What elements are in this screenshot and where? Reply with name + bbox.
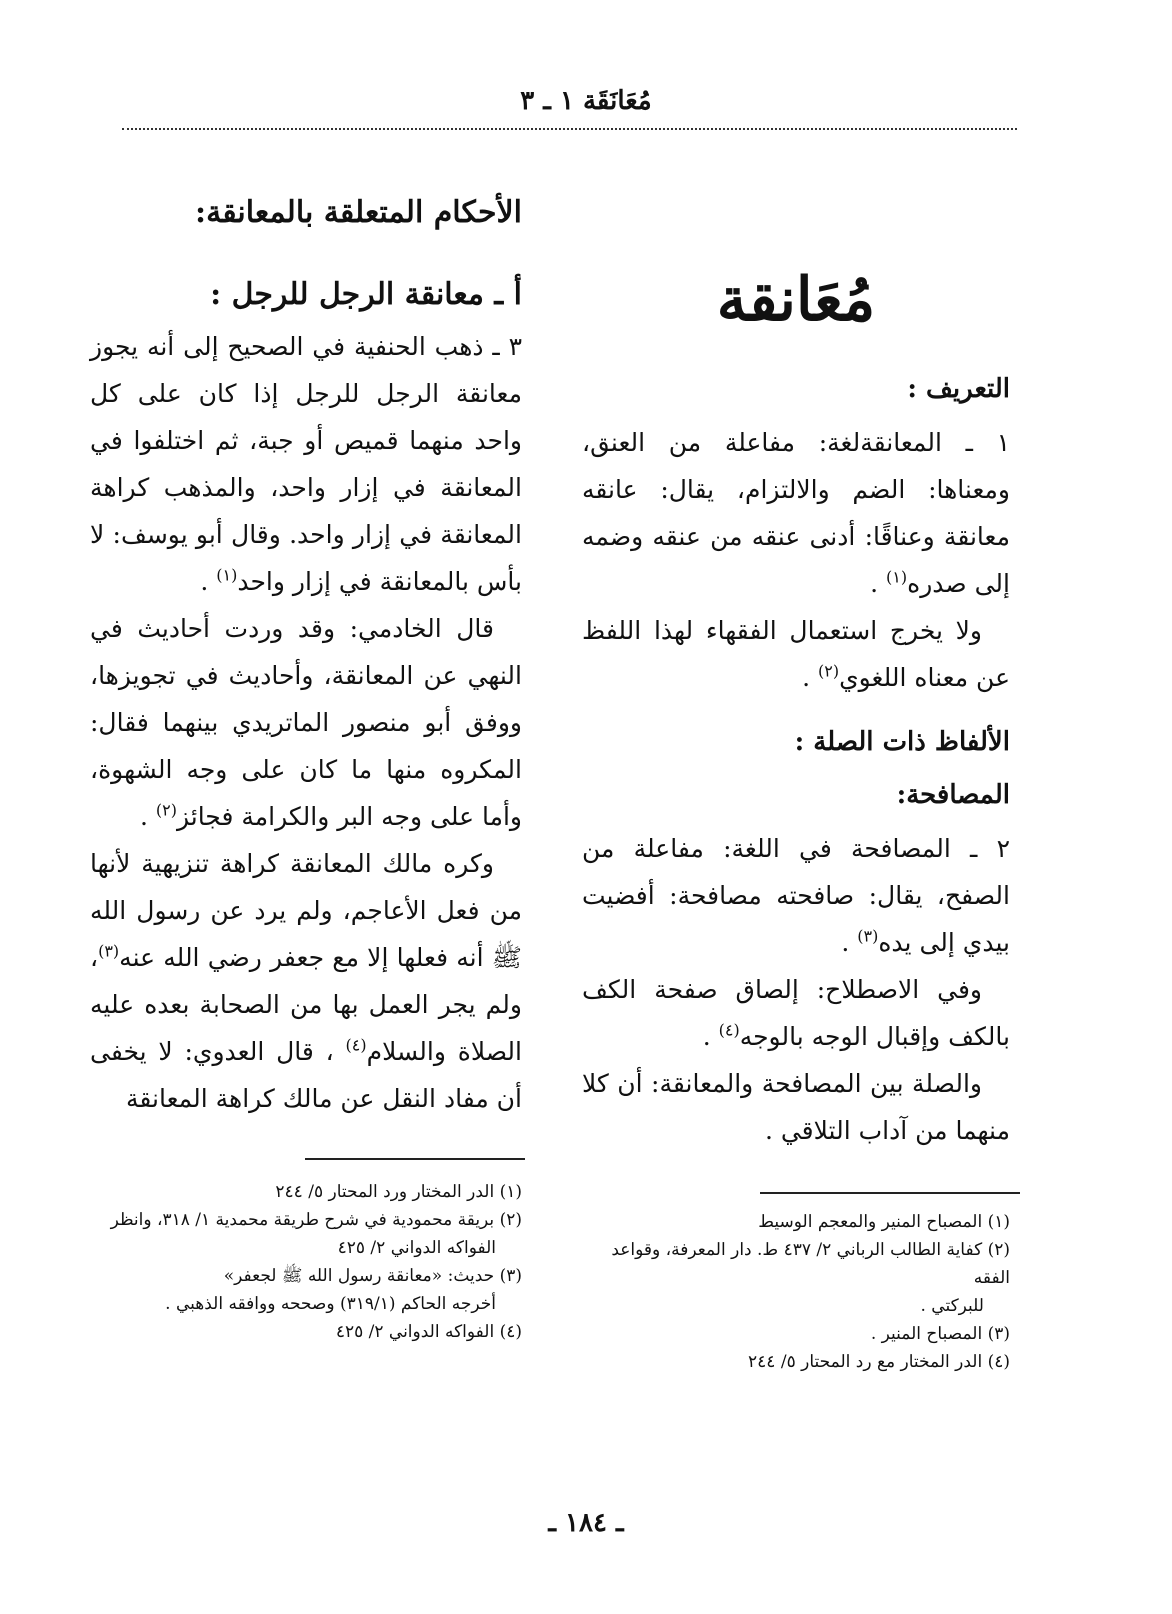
footnote-ref: (١) bbox=[216, 565, 238, 585]
footnote: (١) الدر المختار ورد المحتار ٥/ ٢٤٤ bbox=[275, 1182, 522, 1202]
footnote-continuation: أخرجه الحاكم (٣١٩/١) وصححه ووافقه الذهبي . bbox=[165, 1294, 496, 1314]
jurists-usage-paragraph: ولا يخرج استعمال الفقهاء لهذا اللفظ عن معناه اللغوي$^{(٢)}$ . bbox=[582, 616, 1010, 692]
footnote-ref: (٣) bbox=[98, 941, 120, 961]
footnotes-left bbox=[90, 1178, 522, 1346]
footnote-continuation: الفواكه الدواني ٢/ ٤٢٥ bbox=[337, 1238, 496, 1258]
malik-text-a: وكره مالك المعانقة كراهة تنزيهية لأنها من فعل الأعاجم، ولم يرد عن رسول الله ﷺ أنه فعلها إلا مع جعفر رضي الله عنه bbox=[90, 849, 522, 972]
footnote-ref: (٤) bbox=[718, 1020, 740, 1040]
rulings-heading: الأحكام المتعلقة بالمعانقة: bbox=[195, 195, 522, 230]
malik-text-c: ، قال العدوي: لا يخفى أن مفاد النقل عن مالك كراهة المعانقة bbox=[90, 1037, 522, 1113]
definition-heading: التعريف : bbox=[907, 374, 1010, 404]
jurists-usage-text: ولا يخرج استعمال الفقهاء لهذا اللفظ عن معناه اللغوي bbox=[582, 616, 1010, 692]
malik-paragraph bbox=[90, 840, 522, 1122]
relation-paragraph: والصلة بين المصافحة والمعانقة: أن كلا منهما من آداب التلاقي . bbox=[582, 1069, 1010, 1145]
man-to-man-heading: أ ـ معانقة الرجل للرجل : bbox=[210, 277, 522, 312]
footnote-ref: (٢) bbox=[155, 800, 177, 820]
page-number: ـ ١٨٤ ـ bbox=[548, 1508, 624, 1538]
definition-text: ١ ـ المعانقةلغة: مفاعلة من العنق، ومعناها: الضم والالتزام، يقال: عانقه معانقة وعناقًا: أدنى عنقه من عنقه وضمه إلى صدره bbox=[582, 428, 1010, 598]
header-divider bbox=[122, 128, 1017, 130]
footnote: (٢) بريقة محمودية في شرح طريقة محمدية ١/ ٣١٨، وانظر bbox=[110, 1210, 522, 1230]
musafaha-text: ٢ ـ المصافحة في اللغة: مفاعلة من الصفح، يقال: صافحته مصافحة: أفضيت بيدي إلى يده bbox=[582, 834, 1010, 957]
footnote-divider-left bbox=[305, 1158, 525, 1160]
khadimi-text: قال الخادمي: وقد وردت أحاديث في النهي عن المعانقة، وأحاديث في تجويزها، ووفق أبو منصور الماتريدي بينهما فقال: المكروه منها ما كان على وجه الشهوة، وأما على وجه البر والكرامة فجائز bbox=[90, 614, 522, 831]
terminology-text: وفي الاصطلاح: إلصاق صفحة الكف بالكف وإقبال الوجه بالوجه bbox=[582, 975, 1010, 1051]
footnote-ref: (٤) bbox=[345, 1035, 367, 1055]
footnote: (١) المصباح المنير والمعجم الوسيط bbox=[758, 1212, 1010, 1232]
footnote: (٤) الفواكه الدواني ٢/ ٤٢٥ bbox=[335, 1322, 522, 1342]
running-header: مُعَانَقَة ١ ـ ٣ bbox=[520, 86, 652, 116]
musafaha-heading: المصافحة: bbox=[896, 780, 1010, 810]
left-column bbox=[90, 185, 522, 1122]
footnote-divider-right bbox=[760, 1192, 1020, 1194]
hanafi-paragraph: ٣ ـ ذهب الحنفية في الصحيح إلى أنه يجوز معانقة الرجل للرجل إذا كان على كل واحد منهما قميص أو جبة، ثم اختلفوا في المعانقة في إزار واحد، والمذهب كراهة المعانقة في إزار واحد. وقال أبو يوسف: لا بأس بالمعانقة في إزار واحد$^{(١)}$ . bbox=[90, 332, 522, 596]
footnotes-right bbox=[582, 1208, 1010, 1376]
footnote-ref: (٢) bbox=[817, 661, 840, 681]
footnote: (٤) الدر المختار مع رد المحتار ٥/ ٢٤٤ bbox=[748, 1352, 1010, 1372]
footnote: (٣) المصباح المنير . bbox=[870, 1324, 1010, 1344]
definition-paragraph: ١ ـ المعانقةلغة: مفاعلة من العنق، ومعناها: الضم والالتزام، يقال: عانقه معانقة وعناقًا: أدنى عنقه من عنقه وضمه إلى صدره$^{(١)}$ . bbox=[582, 428, 1010, 598]
hanafi-text: ٣ ـ ذهب الحنفية في الصحيح إلى أنه يجوز معانقة الرجل للرجل إذا كان على كل واحد منهما قميص أو جبة، ثم اختلفوا في المعانقة في إزار واحد، والمذهب كراهة المعانقة في إزار واحد. وقال أبو يوسف: لا بأس بالمعانقة في إزار واحد bbox=[90, 332, 522, 596]
footnote-continuation: للبركتي . bbox=[920, 1296, 984, 1316]
khadimi-paragraph: قال الخادمي: وقد وردت أحاديث في النهي عن المعانقة، وأحاديث في تجويزها، ووفق أبو منصور الماتريدي بينهما فقال: المكروه منها ما كان على وجه الشهوة، وأما على وجه البر والكرامة فجائز$^{(٢)}$ . bbox=[90, 614, 522, 831]
terminology-paragraph: وفي الاصطلاح: إلصاق صفحة الكف بالكف وإقبال الوجه بالوجه$^{(٤)}$ . bbox=[582, 975, 1010, 1051]
malik-text-b: ، ولم يجر العمل بها من الصحابة بعده عليه الصلاة والسلام bbox=[90, 943, 522, 1066]
footnote-ref: (١) bbox=[886, 567, 908, 587]
footnote: (٣) حديث: «معانقة رسول الله ﷺ لجعفر» bbox=[223, 1266, 522, 1286]
musafaha-paragraph: ٢ ـ المصافحة في اللغة: مفاعلة من الصفح، يقال: صافحته مصافحة: أفضيت بيدي إلى يده$^{(٣)}$ . bbox=[582, 834, 1010, 957]
right-column bbox=[582, 260, 1010, 1154]
footnote: (٢) كفاية الطالب الرباني ٢/ ٤٣٧ ط. دار المعرفة، وقواعد الفقه bbox=[611, 1240, 1010, 1288]
entry-title: مُعَانقة bbox=[716, 265, 876, 335]
related-terms-heading: الألفاظ ذات الصلة : bbox=[794, 727, 1010, 757]
footnote-ref: (٣) bbox=[857, 926, 879, 946]
